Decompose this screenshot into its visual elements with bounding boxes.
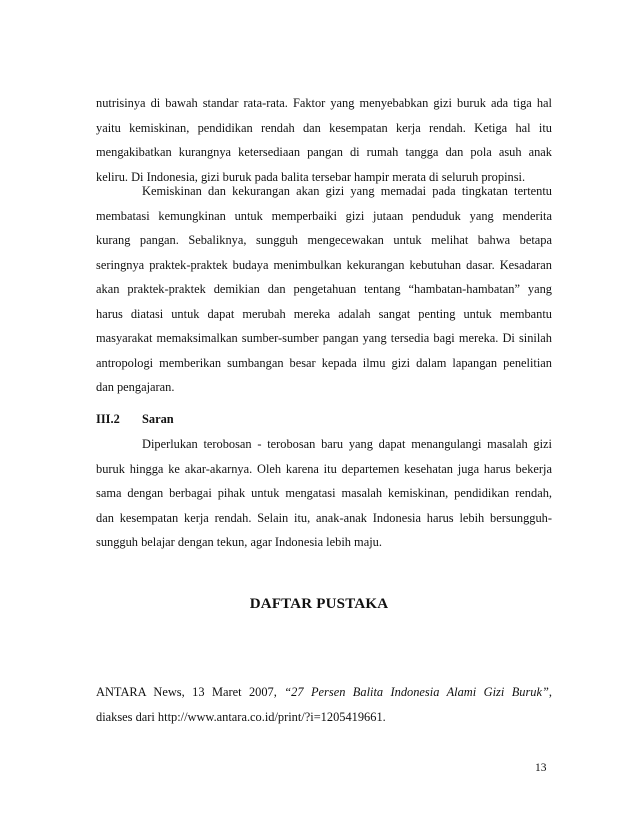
text-line: Diperlukan terobosan - terobosan baru yang dapat menangulangi masalah gizi	[142, 437, 552, 451]
text-line: nutrisinya di bawah standar rata-rata. Faktor yang menyebabkan gizi buruk ada tiga hal	[96, 96, 552, 110]
text-line: membatasi kemungkinan untuk memperbaiki gizi jutaan penduduk yang menderita	[96, 208, 552, 223]
text-line: dan kesempatan kerja rendah. Selain itu, anak-anak Indonesia harus lebih bersungguh-	[96, 510, 552, 525]
section-number: III.2	[96, 412, 120, 426]
text-line: akan praktek-praktek demikian dan pengetahuan tentang “hambatan-hambatan” yang	[96, 282, 552, 296]
paragraph-saran	[96, 432, 552, 555]
text-line: sama dengan berbagai pihak untuk mengatasi masalah kemiskinan, pendidikan rendah,	[96, 486, 552, 500]
paragraph-intro	[96, 91, 552, 189]
section-heading	[96, 412, 174, 427]
text-line: mengakibatkan kurangnya ketersediaan pangan di rumah tangga dan pola asuh anak	[96, 145, 552, 159]
text-line: masyarakat memaksimalkan sumber-sumber pangan yang tersedia bagi mereka. Di sinilah	[96, 331, 552, 345]
reference-line	[96, 680, 552, 705]
text-line: buruk hingga ke akar-akarnya. Oleh karena itu departemen kesehatan juga harus bekerja	[96, 461, 552, 476]
text-line: yaitu kemiskinan, pendidikan rendah dan kesempatan kerja rendah. Ketiga hal itu	[96, 120, 552, 135]
text-line: keliru. Di Indonesia, gizi buruk pada balita tersebar hampir merata di seluruh propinsi.	[96, 169, 526, 184]
text-line: harus diatasi untuk dapat merubah mereka adalah sangat penting untuk membantu	[96, 306, 552, 321]
text-line: antropologi memberikan sumbangan besar kepada ilmu gizi dalam lapangan penelitian	[96, 355, 552, 370]
bibliography-title: DAFTAR PUSTAKA	[249, 596, 389, 612]
text-line: dan pengajaran.	[96, 380, 175, 394]
section-title: Saran	[142, 412, 174, 426]
text-line: sungguh belajar dengan tekun, agar Indonesia lebih maju.	[96, 535, 382, 549]
reference-source: ANTARA News, 13 Maret 2007,	[96, 685, 285, 699]
paragraph-anthropology	[96, 179, 552, 400]
reference-url-line: diakses dari http://www.antara.co.id/print/?i=1205419661.	[96, 709, 386, 724]
reference-punct: ,	[548, 685, 552, 699]
text-line: seringnya praktek-praktek budaya menimbulkan kekurangan kebutuhan dasar. Kesadaran	[96, 257, 552, 272]
page-number: 13	[535, 762, 547, 774]
reference-title: “27 Persen Balita Indonesia Alami Gizi Buruk”	[284, 685, 549, 699]
text-line: kurang pangan. Sebaliknya, sungguh mengecewakan untuk melihat bahwa betapa	[96, 233, 552, 247]
text-line: Kemiskinan dan kekurangan akan gizi yang memadai pada tingkatan tertentu	[142, 184, 552, 198]
bibliography-entry	[96, 680, 552, 729]
